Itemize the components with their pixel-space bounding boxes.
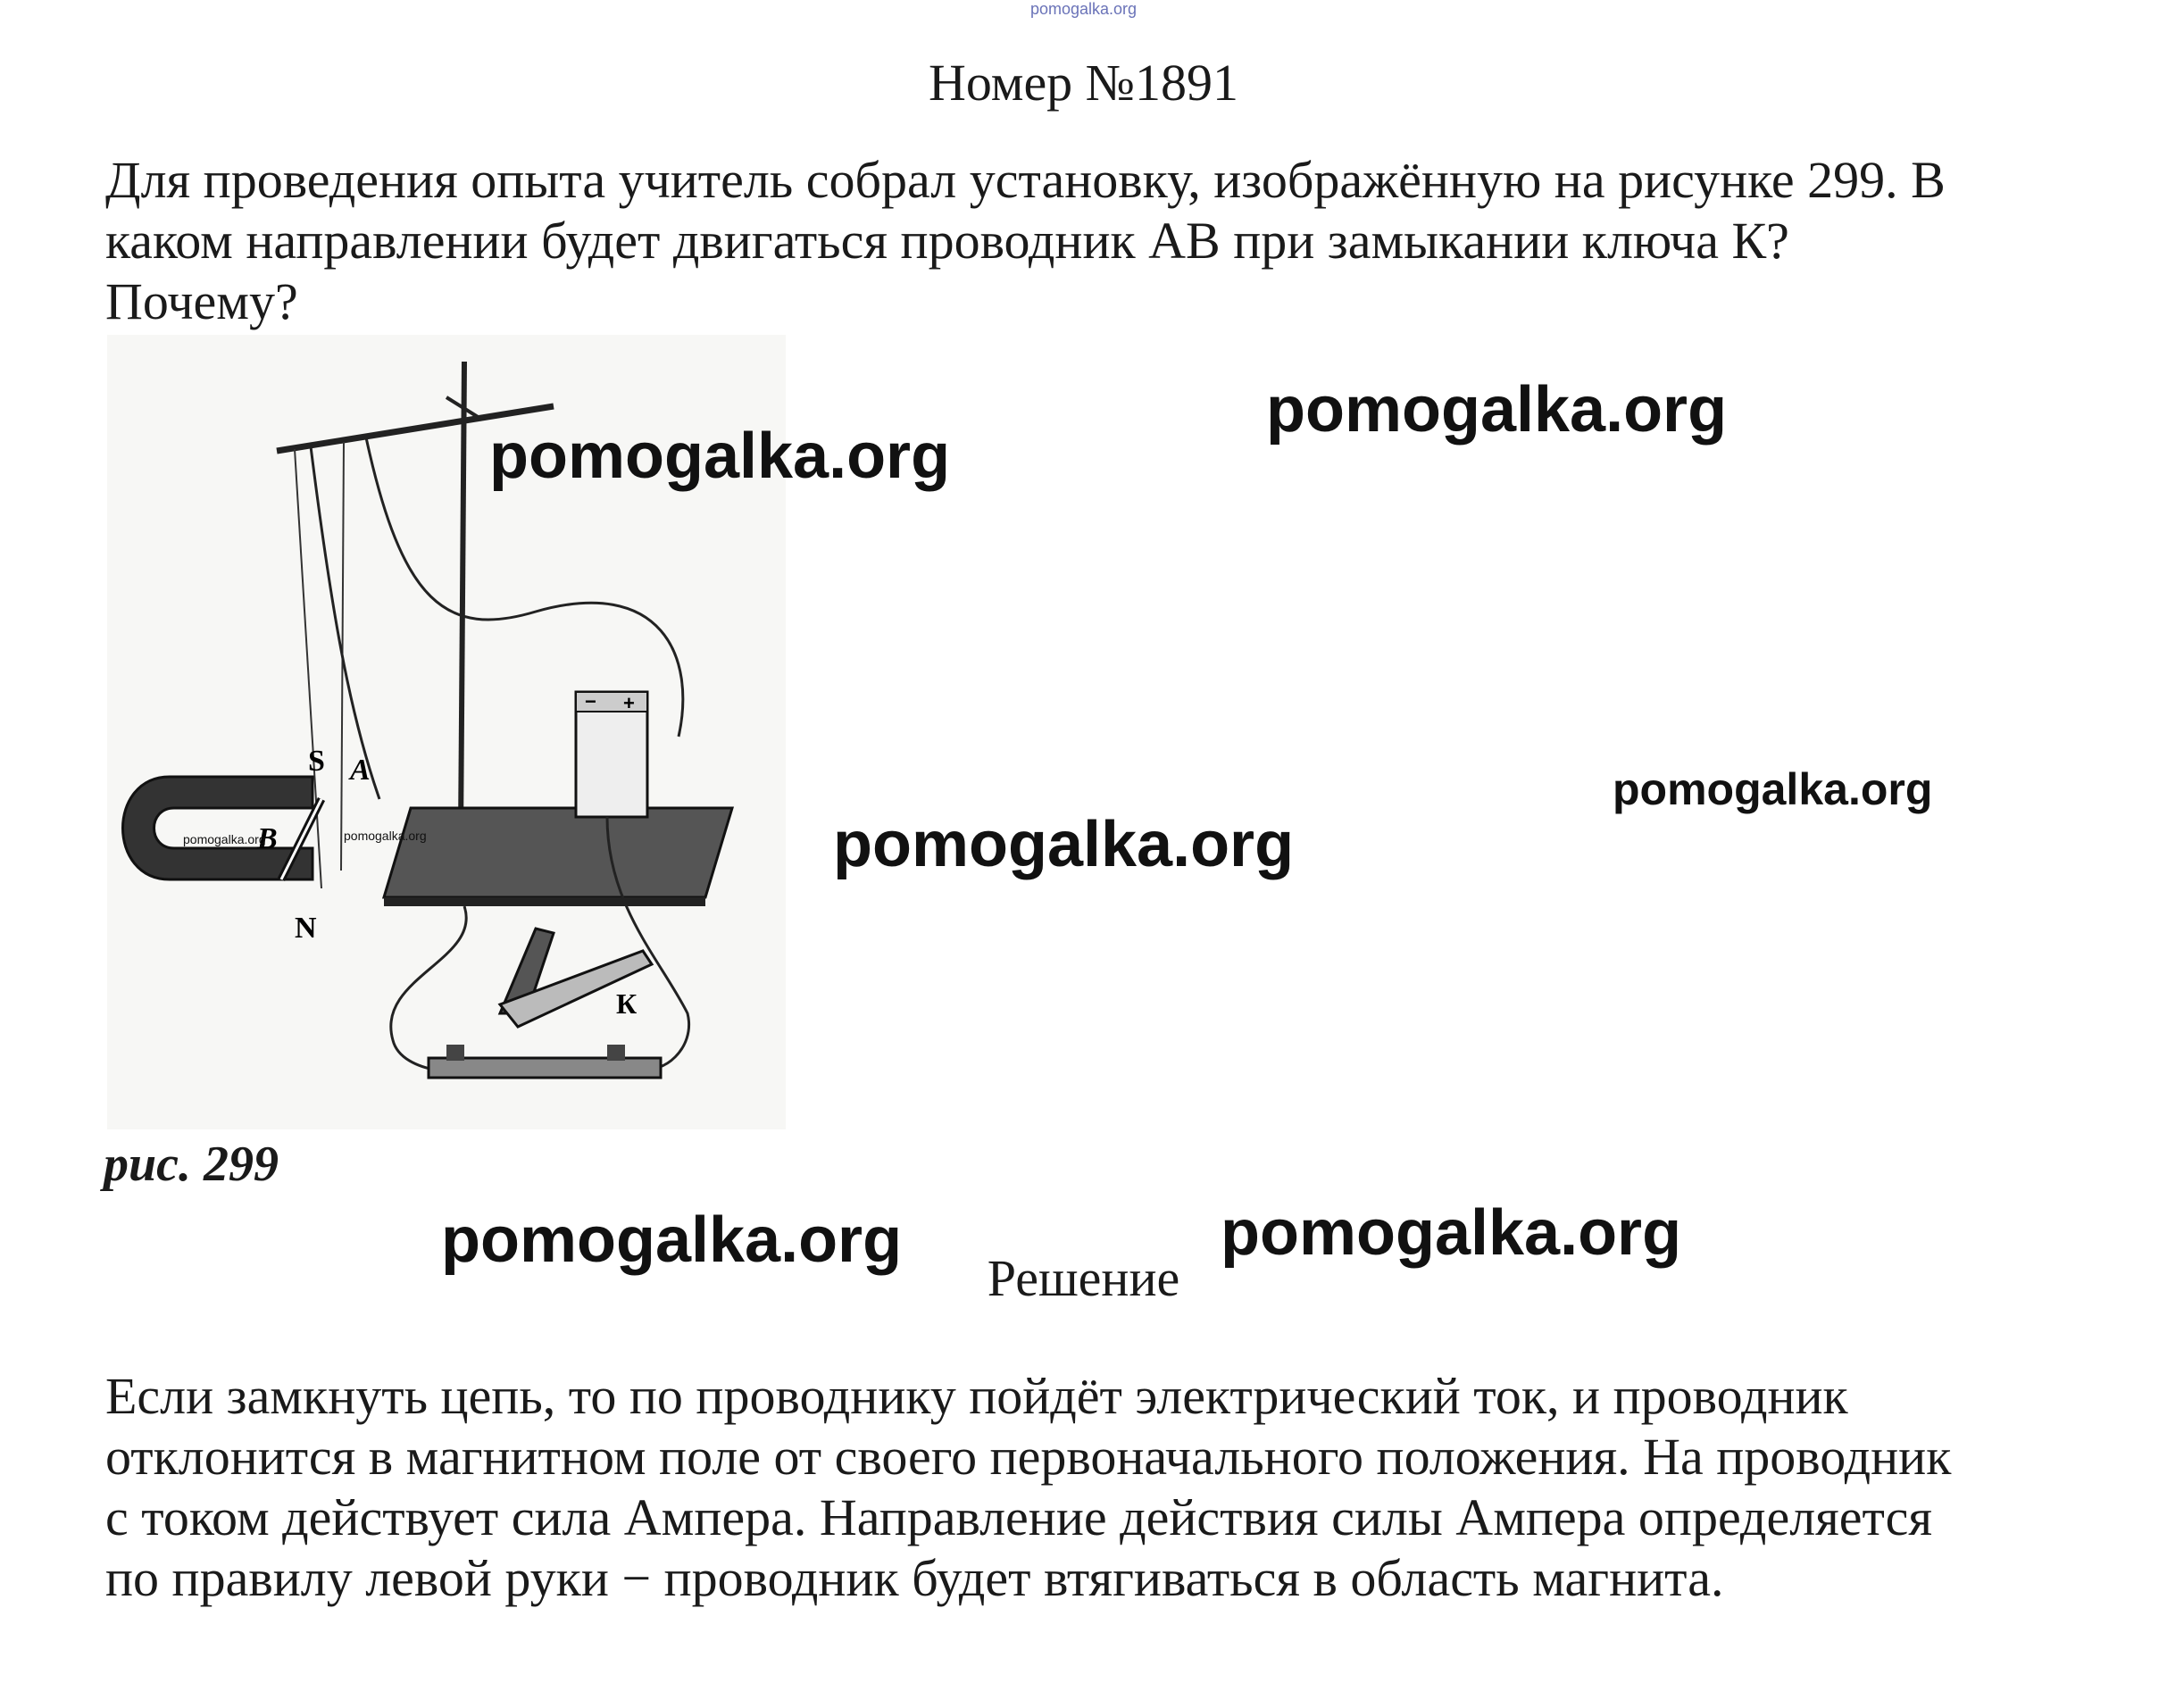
- battery-plus-label: +: [623, 692, 635, 714]
- watermark-2: pomogalka.org: [1266, 374, 1728, 446]
- key-base: [429, 1058, 661, 1078]
- figure-small-watermark-1: pomogalka.org: [183, 832, 266, 846]
- figure-small-watermark-2: pomogalka.org: [344, 829, 427, 843]
- label-a: A: [350, 754, 371, 787]
- solution-line-4: по правилу левой руки − проводник будет втягиваться в область магнита.: [105, 1549, 1724, 1607]
- table-plate: [384, 808, 732, 897]
- page-title: Номер №1891: [928, 54, 1239, 112]
- solution-heading: Решение: [987, 1249, 1180, 1307]
- watermark-4: pomogalka.org: [1613, 764, 1933, 814]
- label-k: К: [616, 987, 638, 1020]
- watermark-6: pomogalka.org: [1221, 1197, 1682, 1269]
- solution-text: [105, 1366, 2096, 1609]
- label-b: B: [257, 822, 278, 855]
- question-text: [105, 150, 2096, 332]
- watermark-3: pomogalka.org: [833, 809, 1295, 880]
- watermark-5: pomogalka.org: [441, 1204, 903, 1276]
- stand-rod: [461, 362, 464, 835]
- top-site-watermark: pomogalka.org: [1029, 0, 1138, 18]
- figure-caption: рис. 299: [104, 1137, 279, 1192]
- solution-line-2: отклонится в магнитном поле от своего первоначального положения. На проводник: [105, 1428, 1952, 1486]
- watermark-1: pomogalka.org: [489, 421, 951, 492]
- question-line-2: каком направлении будет двигаться проводник АВ при замыкании ключа К?: [105, 212, 1789, 270]
- solution-line-1: Если замкнуть цепь, то по проводнику пойдёт электрический ток, и проводник: [105, 1367, 1848, 1425]
- question-line-3: Почему?: [105, 272, 298, 330]
- battery-minus-label: −: [585, 690, 596, 712]
- question-line-1: Для проведения опыта учитель собрал установку, изображённую на рисунке 299. В: [105, 151, 1946, 209]
- solution-line-3: с током действует сила Ампера. Направление действия силы Ампера определяется: [105, 1488, 1933, 1546]
- label-n: N: [295, 912, 317, 945]
- label-s: S: [308, 745, 325, 778]
